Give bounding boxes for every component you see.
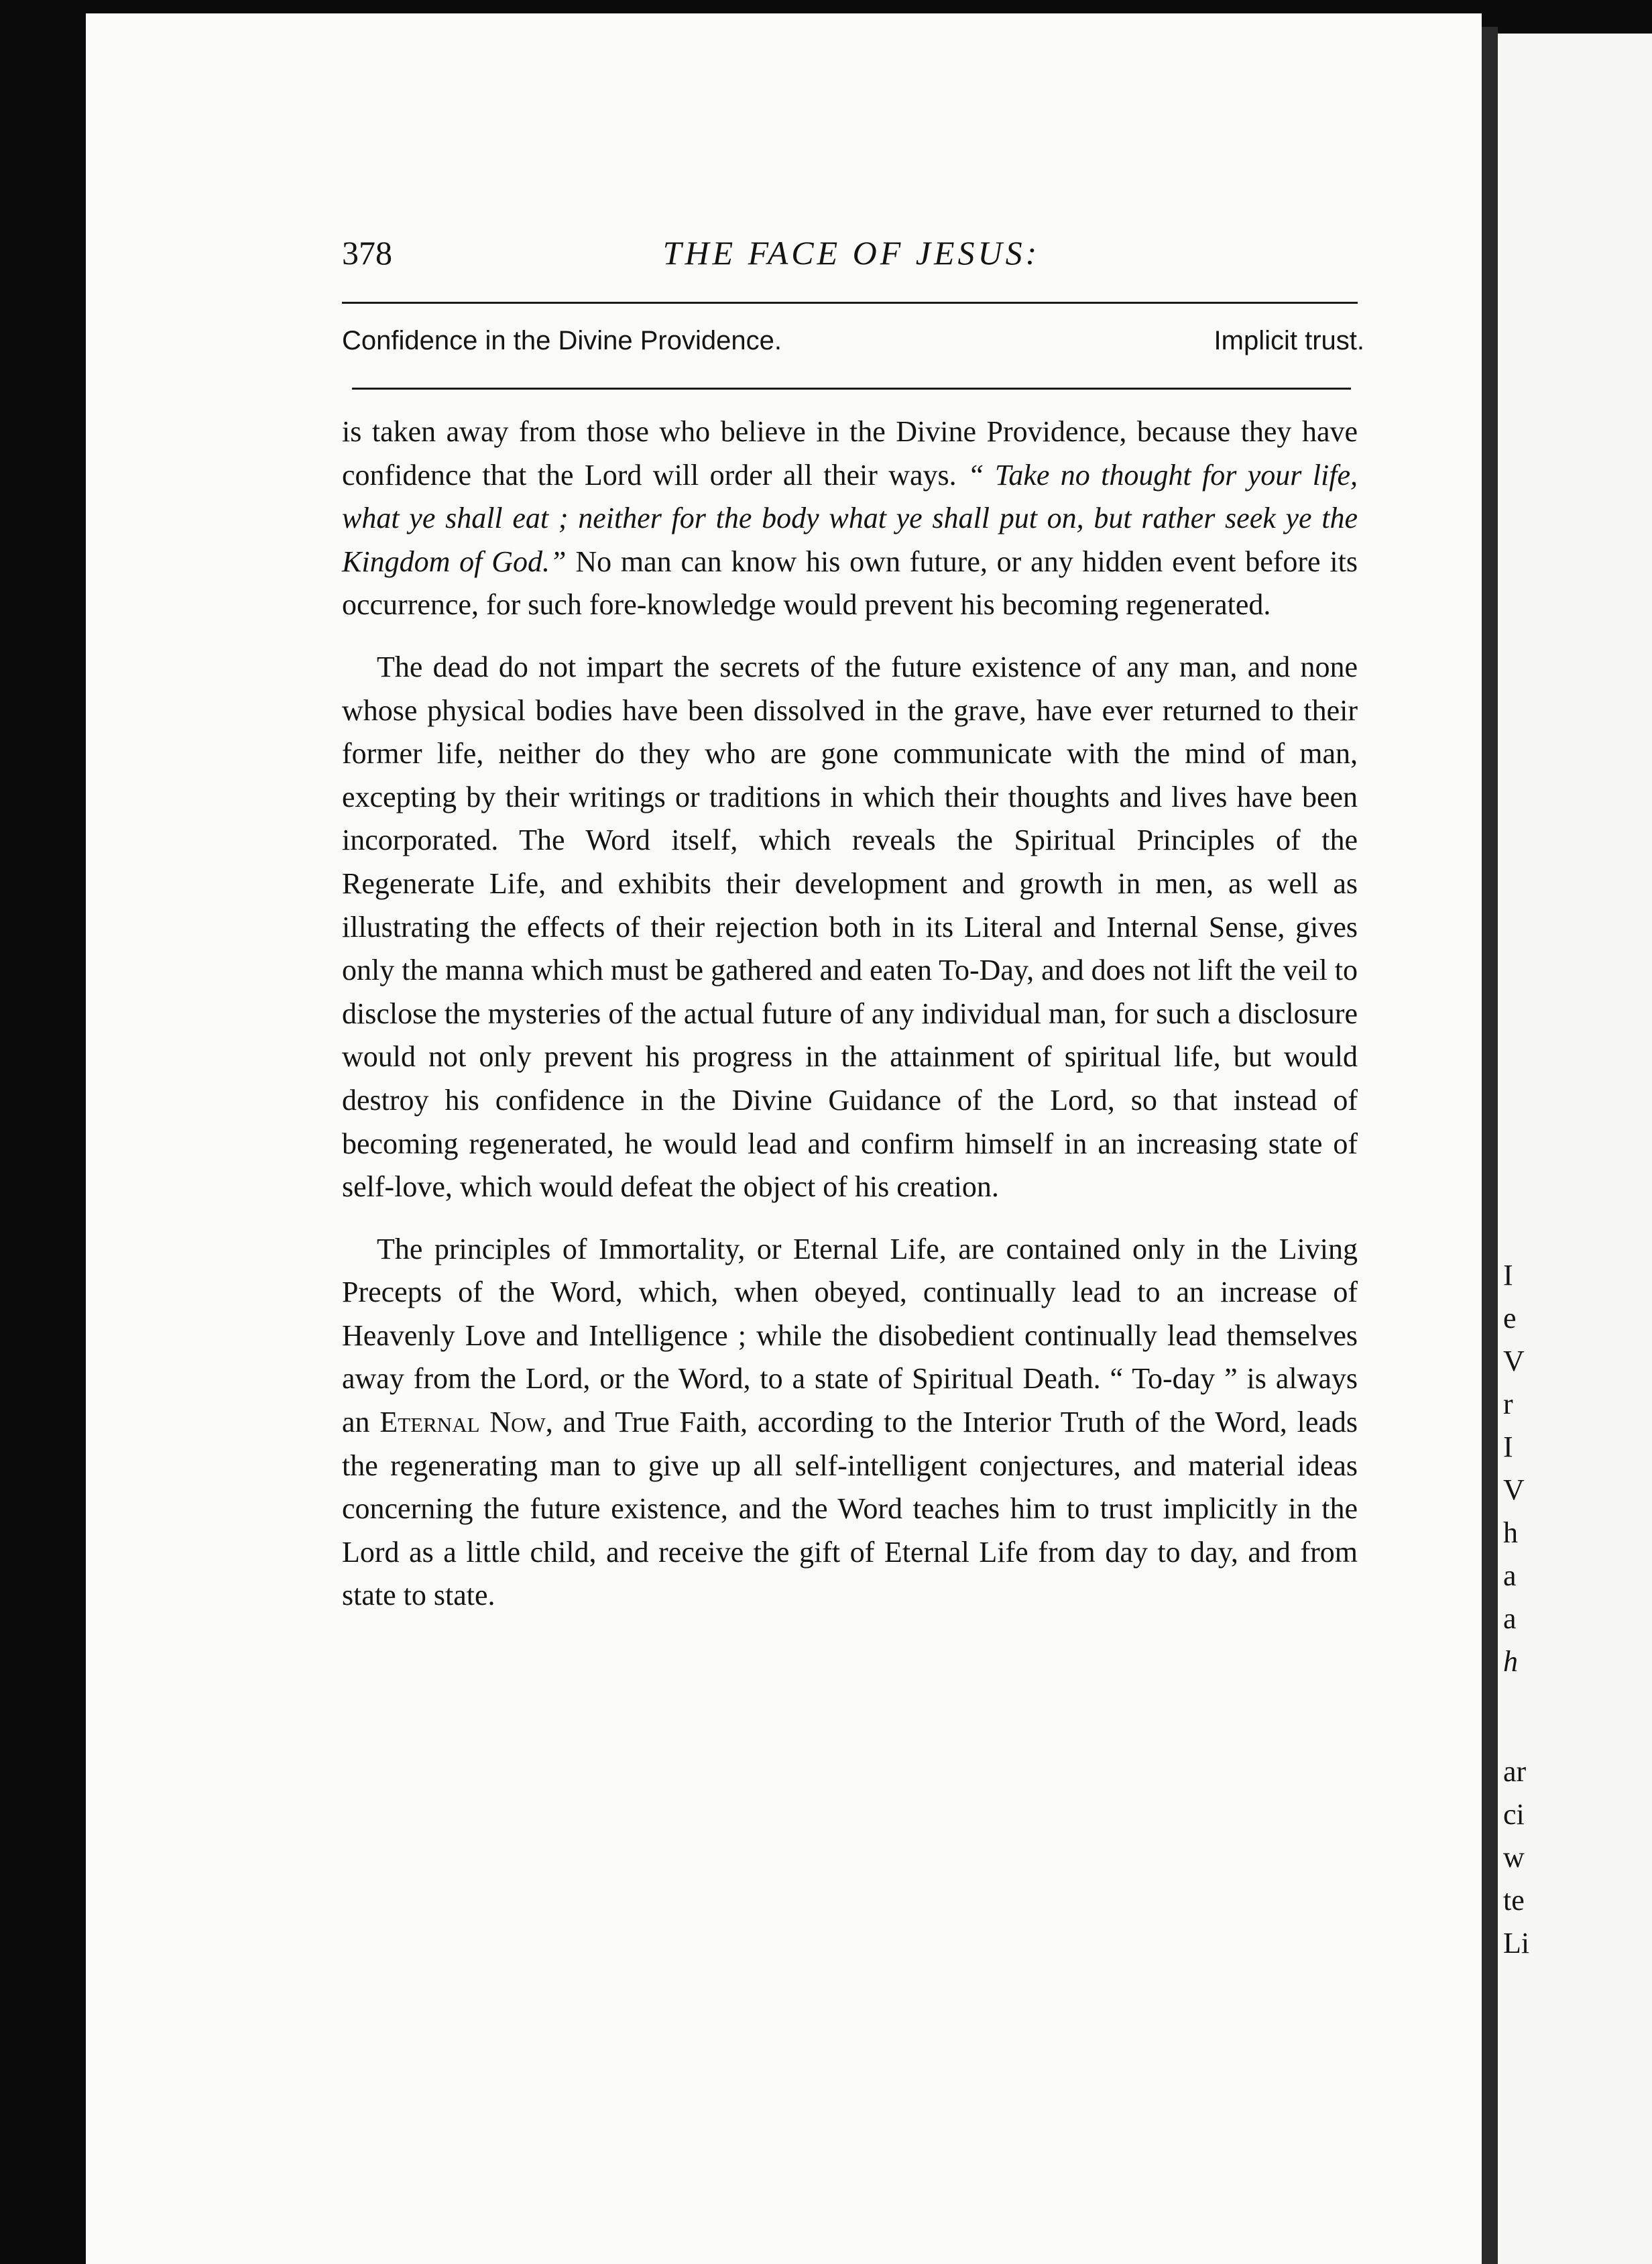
facing-fragment: ci bbox=[1503, 1798, 1525, 1831]
paragraph bbox=[342, 410, 1358, 627]
header-rule-bottom-right bbox=[681, 388, 1351, 390]
body-text bbox=[342, 410, 1358, 1618]
facing-fragment: Li bbox=[1503, 1927, 1530, 1960]
facing-fragment: te bbox=[1503, 1884, 1525, 1917]
header-rule-top bbox=[342, 302, 1358, 304]
facing-fragment: a bbox=[1503, 1602, 1517, 1635]
paragraph bbox=[342, 1228, 1358, 1618]
section-subheading bbox=[342, 326, 1364, 363]
paragraph: The dead do not impart the secrets of the future existence of any man, and none whose physical bodies have been dissolved in the grave, have ever returned to their former life, neither do they who are gone communicate with the mind of man, excepting by their writings or traditions in which their thoughts and lives have been incorporated. The Word itself, which reveals the Spiritual Principles of the Regenerate Life, and exhibits their development and growth in men, as well as illustrating the effects of their rejection both in its Literal and Internal Sense, gives only the manna which must be gathered and eaten To-Day, and does not lift the veil to disclose the mysteries of the actual future of any individual man, for such a disclosure would not only prevent his progress in the attainment of spiritual life, but would destroy his confidence in the Divine Guidance of the Lord, so that instead of becoming regenerated, he would lead and confirm himself in an increasing state of self-love, which would defeat the object of his creation. bbox=[342, 650, 1358, 1204]
facing-fragment: a bbox=[1503, 1559, 1517, 1592]
subheading-left: Confidence in the Divine Providence. bbox=[342, 326, 782, 355]
paragraph-text: , and True Faith, according to the Interior Truth of the Word, leads the regenerating man to give up all self-intelligent conjectures, and material ideas concerning the future existence, and the Word teaches him to trust implicitly in the Lord as a little child, and receive the gift of Eternal Life from day to day, and from state to state. bbox=[342, 1406, 1358, 1612]
facing-fragment: h bbox=[1503, 1516, 1518, 1549]
facing-fragment: I bbox=[1503, 1259, 1513, 1292]
facing-fragment: r bbox=[1503, 1388, 1513, 1420]
running-head bbox=[342, 233, 1361, 274]
header-rule-bottom-left bbox=[352, 388, 681, 390]
facing-fragment: h bbox=[1503, 1645, 1518, 1678]
page-title: THE FACE OF JESUS: bbox=[662, 234, 1041, 272]
small-caps-word: Now bbox=[489, 1406, 546, 1439]
paragraph-text: No man can know his own future, or any hidden event before its occurrence, for such fore-knowledge would prevent his becoming regenerated. bbox=[342, 545, 1358, 622]
facing-fragment: e bbox=[1503, 1302, 1517, 1335]
scripture-quote: “ Take no thought for your life, what ye shall eat ; neither for the body what ye shall put on, but rather seek ye the Kingdom of God.” bbox=[342, 458, 1358, 578]
page-gutter bbox=[1482, 27, 1498, 2264]
small-caps-word: Eternal bbox=[379, 1406, 480, 1439]
facing-fragment: w bbox=[1503, 1841, 1525, 1874]
paragraph-text: The principles of Immortality, or Eternal Life, are contained only in the Living Precepts of the Word, which, when obeyed, continually lead to an increase of Heavenly Love and Intelligence ; while the disobedient continually lead themselves away from the Lord, or the Word, to a state of Spiritual Death. “ To-day ” is always an bbox=[342, 1232, 1358, 1439]
facing-fragment: V bbox=[1503, 1473, 1525, 1506]
facing-page-edge bbox=[1498, 34, 1652, 2264]
subheading-right: Implicit trust. bbox=[1214, 326, 1364, 355]
facing-fragment: I bbox=[1503, 1430, 1513, 1463]
page-number: 378 bbox=[342, 234, 392, 272]
facing-fragment: V bbox=[1503, 1345, 1525, 1377]
paragraph-text: is taken away from those who believe in the Divine Providence, because they have confidence that the Lord will order all their ways. bbox=[342, 415, 1358, 492]
facing-fragment: ar bbox=[1503, 1755, 1527, 1788]
